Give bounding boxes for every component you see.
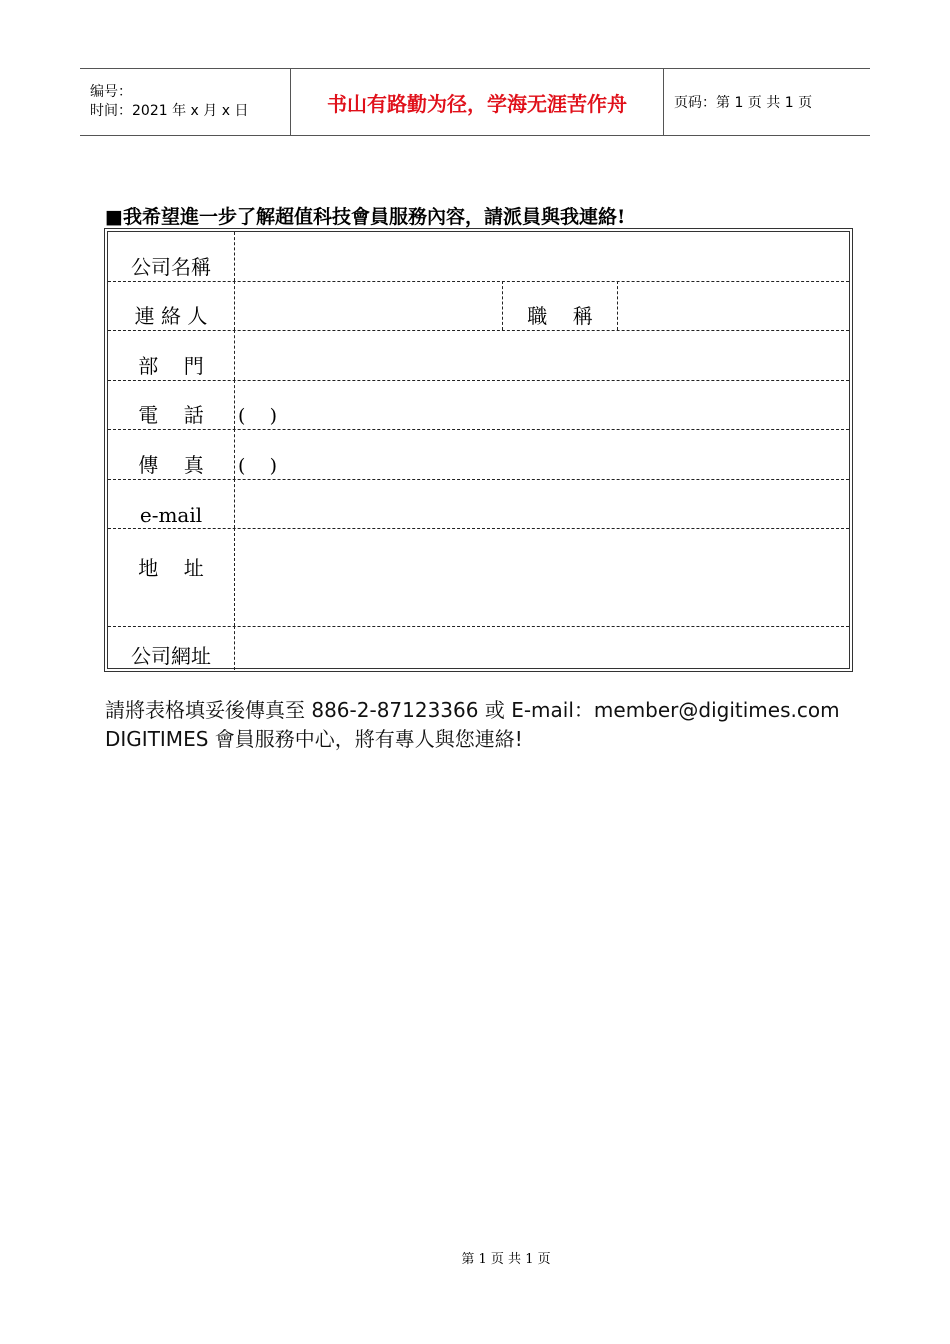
form-title: ■我希望進一步了解超值科技會員服務內容，請派員與我連絡! <box>105 206 626 228</box>
contact-field[interactable] <box>235 281 501 330</box>
document-header <box>80 68 870 136</box>
number-label: 编号： <box>90 84 132 100</box>
row-fax <box>108 429 849 480</box>
website-label: 公司網址 <box>108 626 235 670</box>
department-field[interactable] <box>235 330 849 380</box>
row-phone <box>108 380 849 430</box>
contact-label: 連 絡 人 <box>108 281 235 330</box>
fax-area-code: ( ) <box>238 455 277 477</box>
row-contact <box>108 281 849 331</box>
row-company <box>108 232 849 282</box>
job-title-field[interactable] <box>617 281 849 330</box>
row-department <box>108 330 849 381</box>
header-motto: 书山有路勤为径，学海无涯苦作舟 <box>291 69 664 136</box>
company-label: 公司名稱 <box>108 232 235 281</box>
phone-label: 電 話 <box>108 380 235 429</box>
row-website <box>108 626 849 670</box>
address-label: 地 址 <box>108 528 235 626</box>
row-address <box>108 528 849 627</box>
fax-label: 傳 真 <box>108 429 235 479</box>
website-field[interactable] <box>235 626 849 670</box>
email-field[interactable] <box>235 479 849 528</box>
department-label: 部 門 <box>108 330 235 380</box>
company-field[interactable] <box>235 232 849 281</box>
contact-form <box>104 228 853 672</box>
submission-note: 請將表格填妥後傳真至 886-2-87123366 或 E-mail：member@digitimes.com DIGITIMES 會員服務中心，將有專人與您連絡! <box>105 698 840 751</box>
time-label: 时间：2021 年 x 月 x 日 <box>90 103 249 119</box>
phone-field[interactable] <box>235 380 849 429</box>
email-label: e-mail <box>108 479 235 528</box>
contact-form-inner <box>107 231 850 669</box>
page-footer: 第 1 页 共 1 页 <box>461 1252 551 1267</box>
row-email <box>108 479 849 529</box>
address-field[interactable] <box>235 528 849 626</box>
phone-area-code: ( ) <box>238 405 277 427</box>
header-page-info: 页码：第 1 页 共 1 页 <box>674 95 813 111</box>
job-title-label: 職 稱 <box>502 281 618 330</box>
fax-field[interactable] <box>235 429 849 479</box>
header-meta <box>80 69 291 136</box>
